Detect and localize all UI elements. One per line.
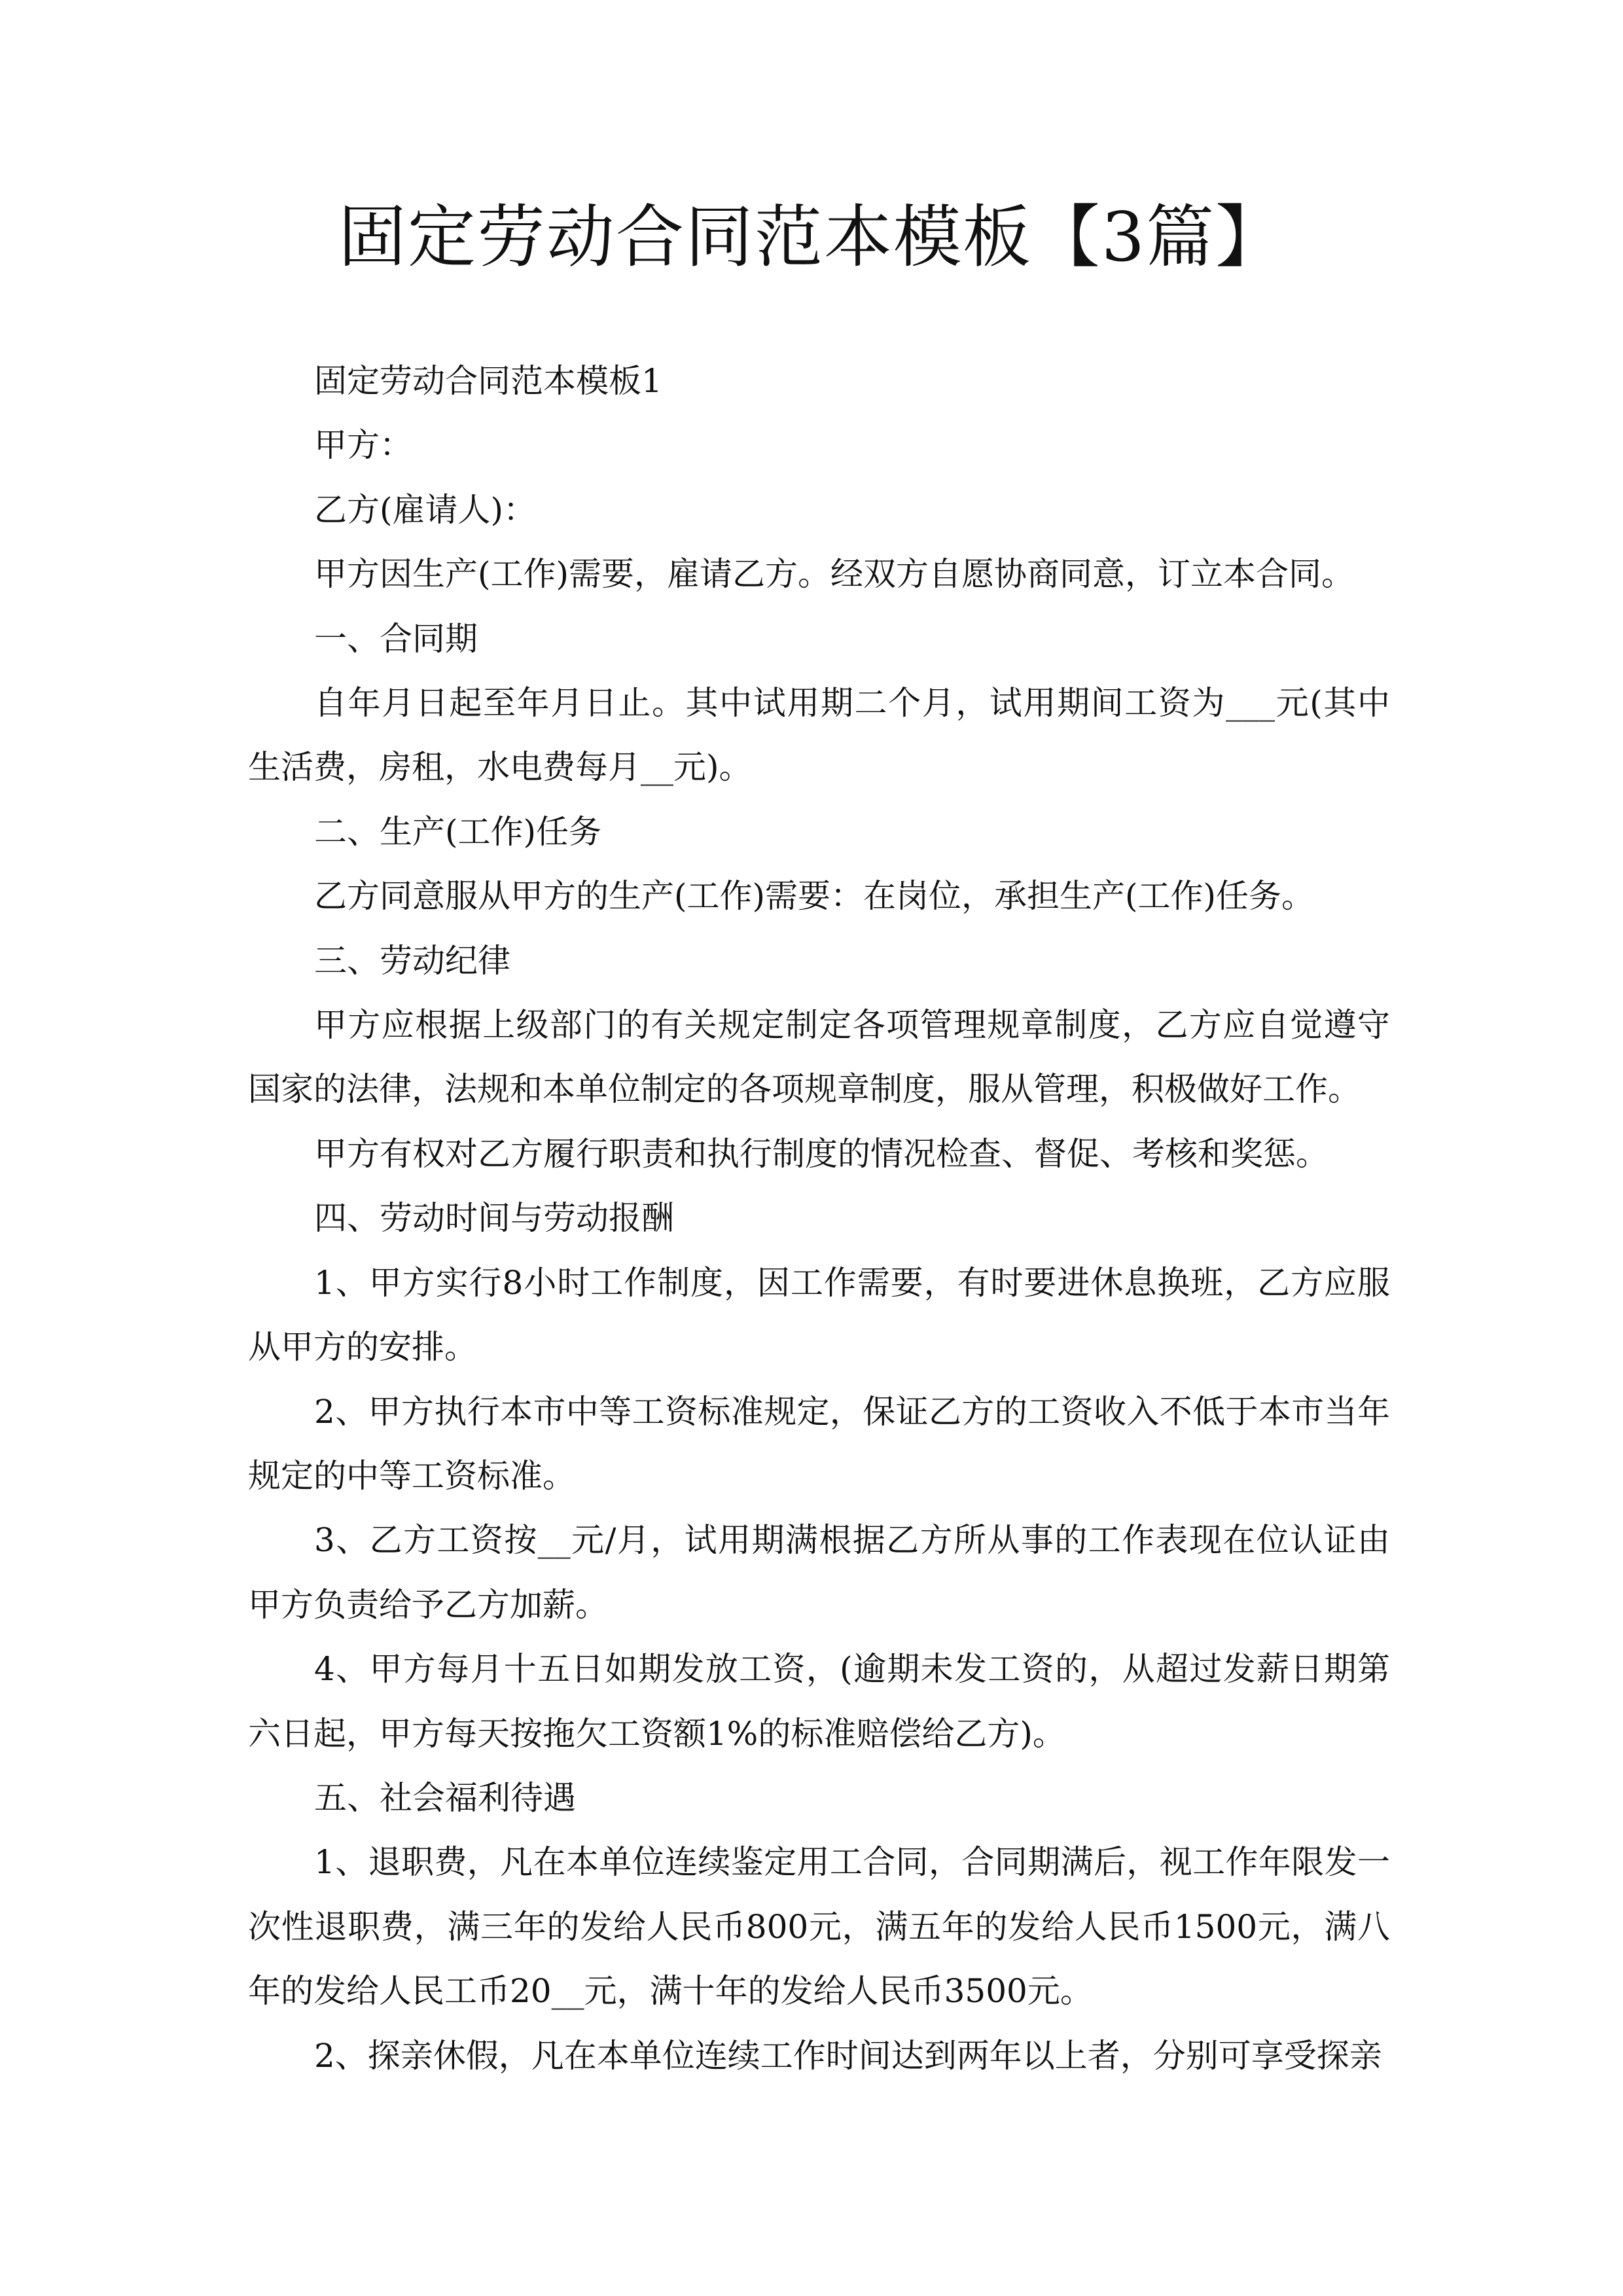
paragraph: 甲方因生产(工作)需要，雇请乙方。经双方自愿协商同意，订立本合同。 <box>314 555 1355 594</box>
document-body <box>248 349 1390 2088</box>
section-heading: 四、劳动时间与劳动报酬 <box>314 1199 674 1238</box>
subtitle: 固定劳动合同范本模板1 <box>314 362 662 400</box>
paragraph: 乙方同意服从甲方的生产(工作)需要：在岗位，承担生产(工作)任务。 <box>314 877 1315 916</box>
document-title: 固定劳动合同范本模板【3篇】 <box>338 197 1285 277</box>
paragraph: 2、探亲休假，凡在本单位连续工作时间达到两年以上者，分别可享受探亲 <box>314 2036 1382 2075</box>
paragraph: 1、甲方实行8小时工作制度，因工作需要，有时要进休息换班，乙方应服从甲方的安排。 <box>248 1263 1390 1367</box>
section-heading: 二、生产(工作)任务 <box>314 812 602 851</box>
paragraph: 3、乙方工资按__元/月，试用期满根据乙方所从事的工作表现在位认证由甲方负责给予乙方加薪。 <box>248 1521 1390 1624</box>
paragraph: 自年月日起至年月日止。其中试用期二个月，试用期间工资为___元(其中生活费，房租，水电费每月__元)。 <box>248 684 1390 787</box>
paragraph: 甲方有权对乙方履行职责和执行制度的情况检查、督促、考核和奖惩。 <box>314 1134 1329 1173</box>
paragraph: 1、退职费，凡在本单位连续鉴定用工合同，合同期满后，视工作年限发一次性退职费，满三年的发给人民币800元，满五年的发给人民币1500元，满八年的发给人民工币20__元，满十年的发给人民币3500元。 <box>248 1843 1390 2011</box>
paragraph: 2、甲方执行本市中等工资标准规定，保证乙方的工资收入不低于本市当年规定的中等工资标准。 <box>248 1392 1390 1495</box>
section-heading: 三、劳动纪律 <box>314 941 510 980</box>
paragraph: 甲方应根据上级部门的有关规定制定各项管理规章制度，乙方应自觉遵守国家的法律，法规和本单位制定的各项规章制度，服从管理，积极做好工作。 <box>248 1006 1390 1109</box>
party-a: 甲方： <box>314 426 412 465</box>
section-heading: 五、社会福利待遇 <box>314 1778 576 1817</box>
section-heading: 一、合同期 <box>314 619 478 658</box>
party-b: 乙方(雇请人)： <box>314 490 537 529</box>
paragraph: 4、甲方每月十五日如期发放工资，(逾期未发工资的，从超过发薪日期第六日起，甲方每天按拖欠工资额1%的标准赔偿给乙方)。 <box>248 1650 1390 1753</box>
